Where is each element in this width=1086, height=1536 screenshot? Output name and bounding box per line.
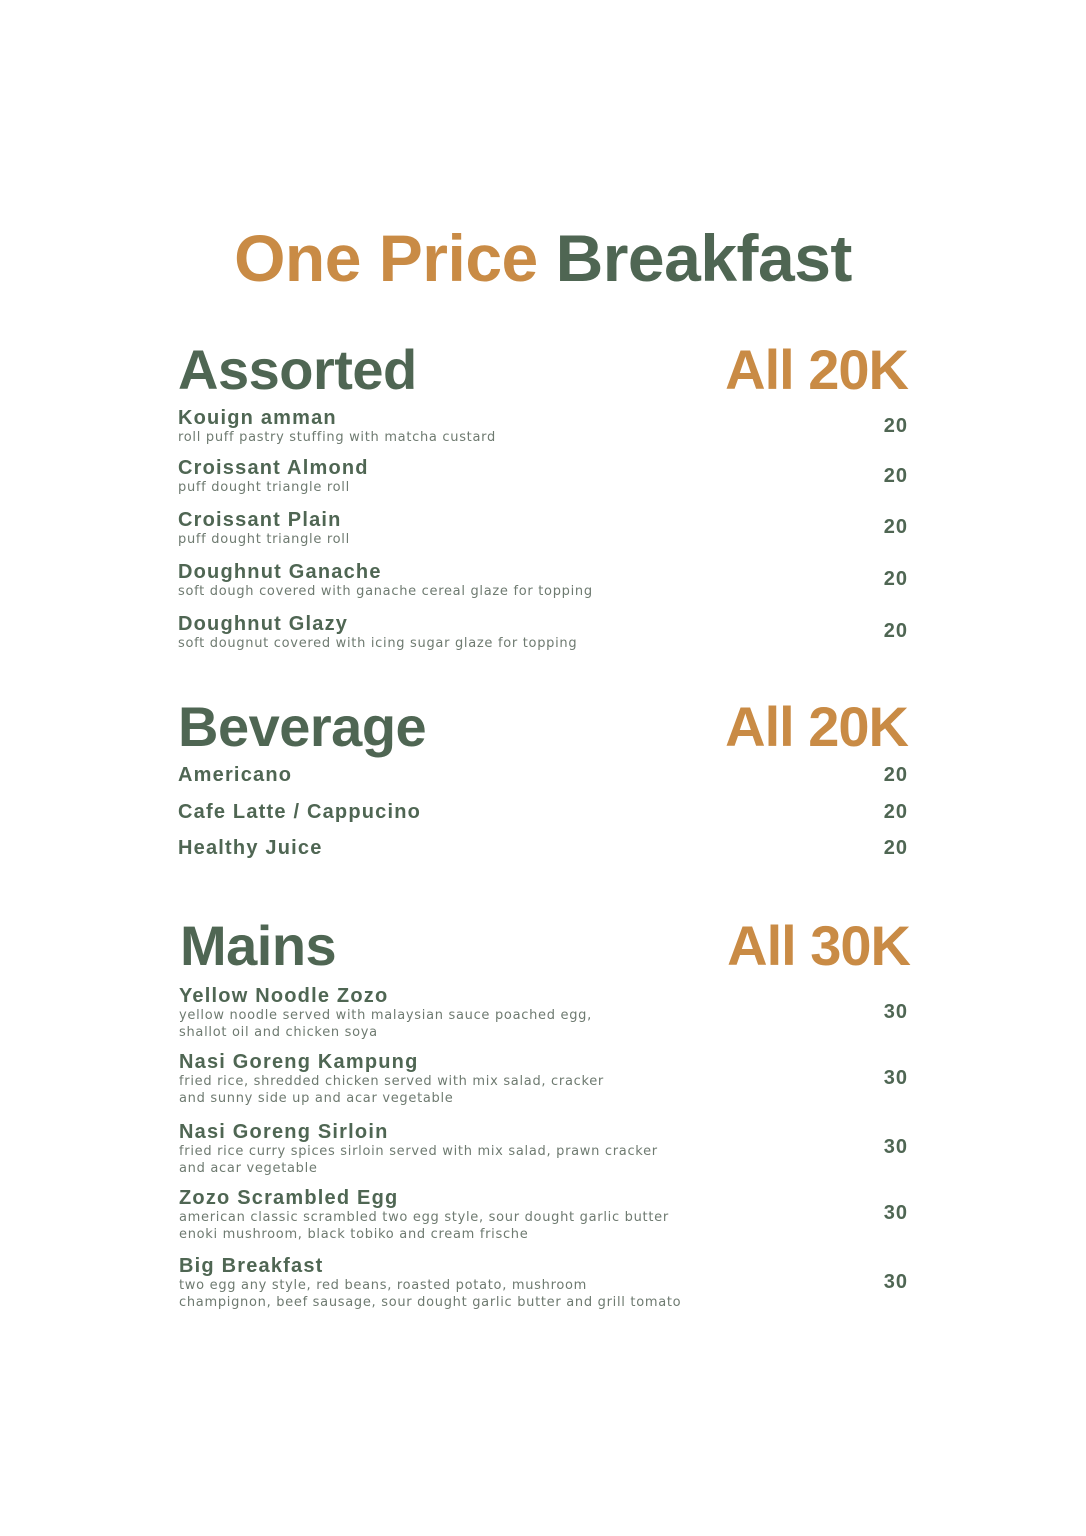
item-description: roll puff pastry stuffing with matcha custard: [178, 430, 496, 445]
page-title: [0, 218, 1086, 298]
item-price: 30: [883, 1271, 908, 1293]
title-breakfast: Breakfast: [555, 221, 852, 295]
item-description: enoki mushroom, black tobiko and cream frische: [179, 1227, 529, 1242]
menu-item: [179, 1255, 909, 1311]
item-name: Zozo Scrambled Egg: [179, 1187, 399, 1209]
item-name: Nasi Goreng Sirloin: [179, 1121, 389, 1143]
item-description: soft dough covered with ganache cereal glaze for topping: [178, 584, 593, 599]
item-name: Healthy Juice: [178, 837, 323, 859]
menu-item: [178, 407, 908, 446]
menu-item: [178, 613, 908, 652]
menu-item: [178, 457, 908, 496]
item-name: Cafe Latte / Cappucino: [178, 801, 422, 823]
section-heading-mains: Mains: [180, 914, 337, 977]
menu-item: [178, 764, 908, 786]
item-price: 20: [883, 837, 908, 859]
item-name: Croissant Almond: [178, 457, 369, 479]
item-description: fried rice curry spices sirloin served with mix salad, prawn cracker: [179, 1144, 658, 1159]
item-description: puff dought triangle roll: [178, 480, 350, 495]
item-price: 20: [883, 415, 908, 437]
item-description: shallot oil and chicken soya: [179, 1025, 378, 1040]
item-name: Croissant Plain: [178, 509, 342, 531]
item-price: 20: [883, 620, 908, 642]
item-name: Yellow Noodle Zozo: [179, 985, 389, 1007]
item-price: 30: [883, 1136, 908, 1158]
item-description: champignon, beef sausage, sour dought garlic butter and grill tomato: [179, 1295, 682, 1310]
section-price-mains: All 30K: [727, 914, 910, 977]
menu-item: [178, 561, 908, 600]
item-price: 30: [883, 1202, 908, 1224]
menu-item: [179, 1121, 909, 1177]
item-name: Doughnut Glazy: [178, 613, 349, 635]
item-price: 30: [883, 1067, 908, 1089]
section-heading-assorted: Assorted: [178, 338, 417, 401]
item-price: 20: [883, 516, 908, 538]
item-price: 20: [883, 764, 908, 786]
item-price: 30: [883, 1001, 908, 1023]
item-description: soft dougnut covered with icing sugar glaze for topping: [178, 636, 578, 651]
item-name: Big Breakfast: [179, 1255, 324, 1277]
item-name: Nasi Goreng Kampung: [179, 1051, 419, 1073]
item-name: Doughnut Ganache: [178, 561, 382, 583]
menu-item: [178, 509, 908, 548]
item-name: Kouign amman: [178, 407, 337, 429]
item-name: Americano: [178, 764, 293, 786]
section-price-beverage: All 20K: [725, 695, 908, 758]
menu-item: [179, 985, 909, 1041]
item-price: 20: [883, 801, 908, 823]
title-one-price: One Price: [234, 221, 538, 295]
item-description: and sunny side up and acar vegetable: [179, 1091, 454, 1106]
item-description: fried rice, shredded chicken served with mix salad, cracker: [179, 1074, 604, 1089]
menu-item: [178, 801, 908, 823]
item-description: and acar vegetable: [179, 1161, 318, 1176]
section-heading-beverage: Beverage: [178, 695, 427, 758]
item-price: 20: [883, 465, 908, 487]
section-price-assorted: All 20K: [725, 338, 908, 401]
menu-item: [179, 1187, 909, 1243]
item-description: american classic scrambled two egg style, sour dought garlic butter: [179, 1210, 669, 1225]
item-description: puff dought triangle roll: [178, 532, 350, 547]
item-description: two egg any style, red beans, roasted potato, mushroom: [179, 1278, 588, 1293]
item-description: yellow noodle served with malaysian sauce poached egg,: [179, 1008, 592, 1023]
menu-item: [178, 837, 908, 859]
item-price: 20: [883, 568, 908, 590]
menu-item: [179, 1051, 909, 1107]
